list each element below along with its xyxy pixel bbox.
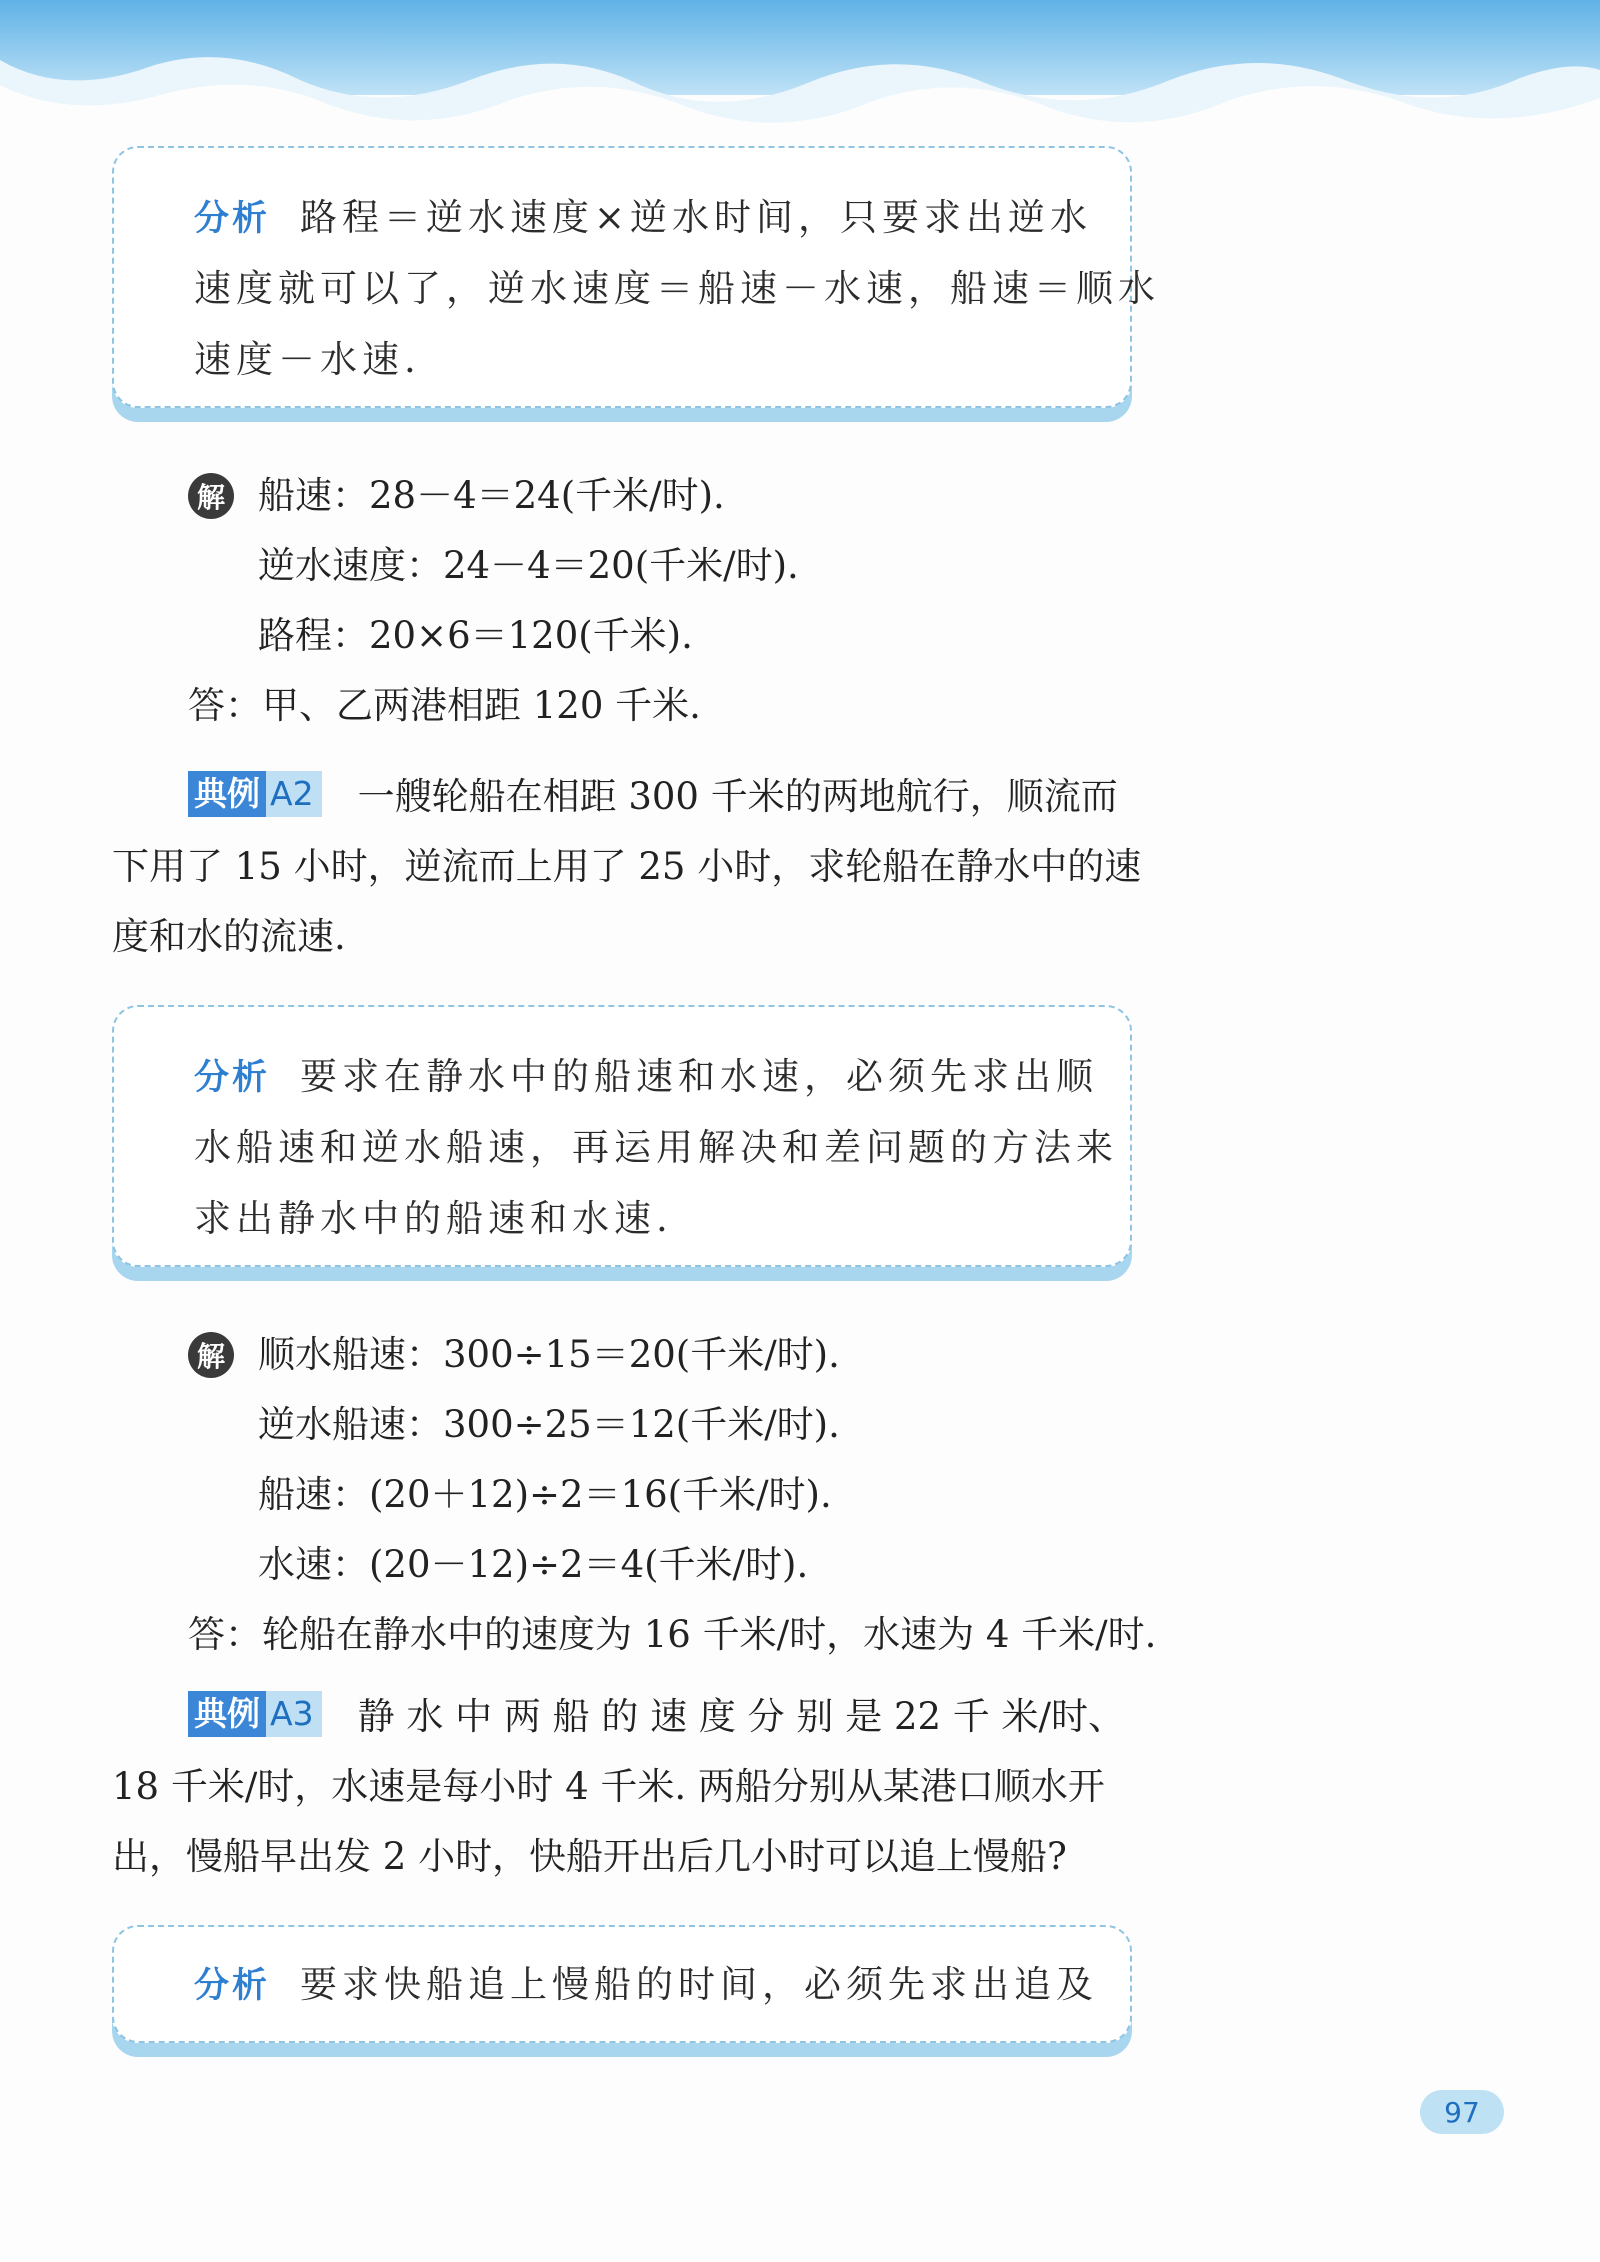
example-text: 出，慢船早出发 2 小时，快船开出后几小时可以追上慢船? <box>112 1835 1067 1878</box>
solution-line: 逆水船速：300÷25＝12(千米/时). <box>258 1403 840 1446</box>
analysis-label: 分析 <box>194 199 271 239</box>
example-tag: 典例 <box>188 1691 266 1737</box>
example-number: A2 <box>266 771 322 817</box>
answer-line: 答：甲、乙两港相距 120 千米. <box>188 684 701 727</box>
example-text: 下用了 15 小时，逆流而上用了 25 小时，求轮船在静水中的速 <box>112 845 1142 888</box>
solution-icon: 解 <box>188 1332 234 1378</box>
sky-header-decoration <box>0 0 1600 150</box>
example-heading-line <box>188 1682 1125 1752</box>
example-heading-line <box>188 762 1118 832</box>
analysis-box-1 <box>112 146 1160 408</box>
example-text: 静 水 中 两 船 的 速 度 分 别 是 22 千 米/时、 <box>357 1695 1126 1738</box>
solution-line: 逆水速度：24－4＝20(千米/时). <box>258 544 799 587</box>
analysis-box-3 <box>112 1925 1132 2043</box>
solution-line: 水速：(20－12)÷2＝4(千米/时). <box>258 1543 809 1586</box>
solution-line: 船速：(20＋12)÷2＝16(千米/时). <box>258 1473 832 1516</box>
analysis-line: 水船速和逆水船速，再运用解决和差问题的方法来 <box>194 1126 1118 1169</box>
example-text: 一艘轮船在相距 300 千米的两地航行，顺流而 <box>357 775 1118 818</box>
solution-line: 船速：28－4＝24(千米/时). <box>258 474 725 517</box>
example-text: 18 千米/时，水速是每小时 4 千米. 两船分别从某港口顺水开 <box>112 1765 1105 1808</box>
example-text: 度和水的流速. <box>112 915 346 958</box>
page-number: 97 <box>1420 2090 1504 2134</box>
analysis-line: 速度－水速. <box>194 338 421 381</box>
answer-line: 答：轮船在静水中的速度为 16 千米/时，水速为 4 千米/时. <box>188 1613 1157 1656</box>
analysis-label: 分析 <box>194 1966 271 2006</box>
analysis-line: 分析 路程＝逆水速度×逆水时间，只要求出逆水 <box>194 196 1093 239</box>
analysis-line: 求出静水中的船速和水速. <box>194 1197 673 1240</box>
example-number: A3 <box>266 1691 322 1737</box>
analysis-line: 分析 要求快船追上慢船的时间，必须先求出追及 <box>194 1963 1099 2006</box>
analysis-line: 分析 要求在静水中的船速和水速，必须先求出顺 <box>194 1055 1099 1098</box>
analysis-label: 分析 <box>194 1058 271 1098</box>
solution-line: 路程：20×6＝120(千米). <box>258 614 693 657</box>
solution-line: 顺水船速：300÷15＝20(千米/时). <box>258 1333 840 1376</box>
analysis-line: 速度就可以了，逆水速度＝船速－水速，船速＝顺水 <box>194 267 1160 310</box>
analysis-box-2 <box>112 1005 1132 1267</box>
solution-icon: 解 <box>188 473 234 519</box>
example-tag: 典例 <box>188 771 266 817</box>
